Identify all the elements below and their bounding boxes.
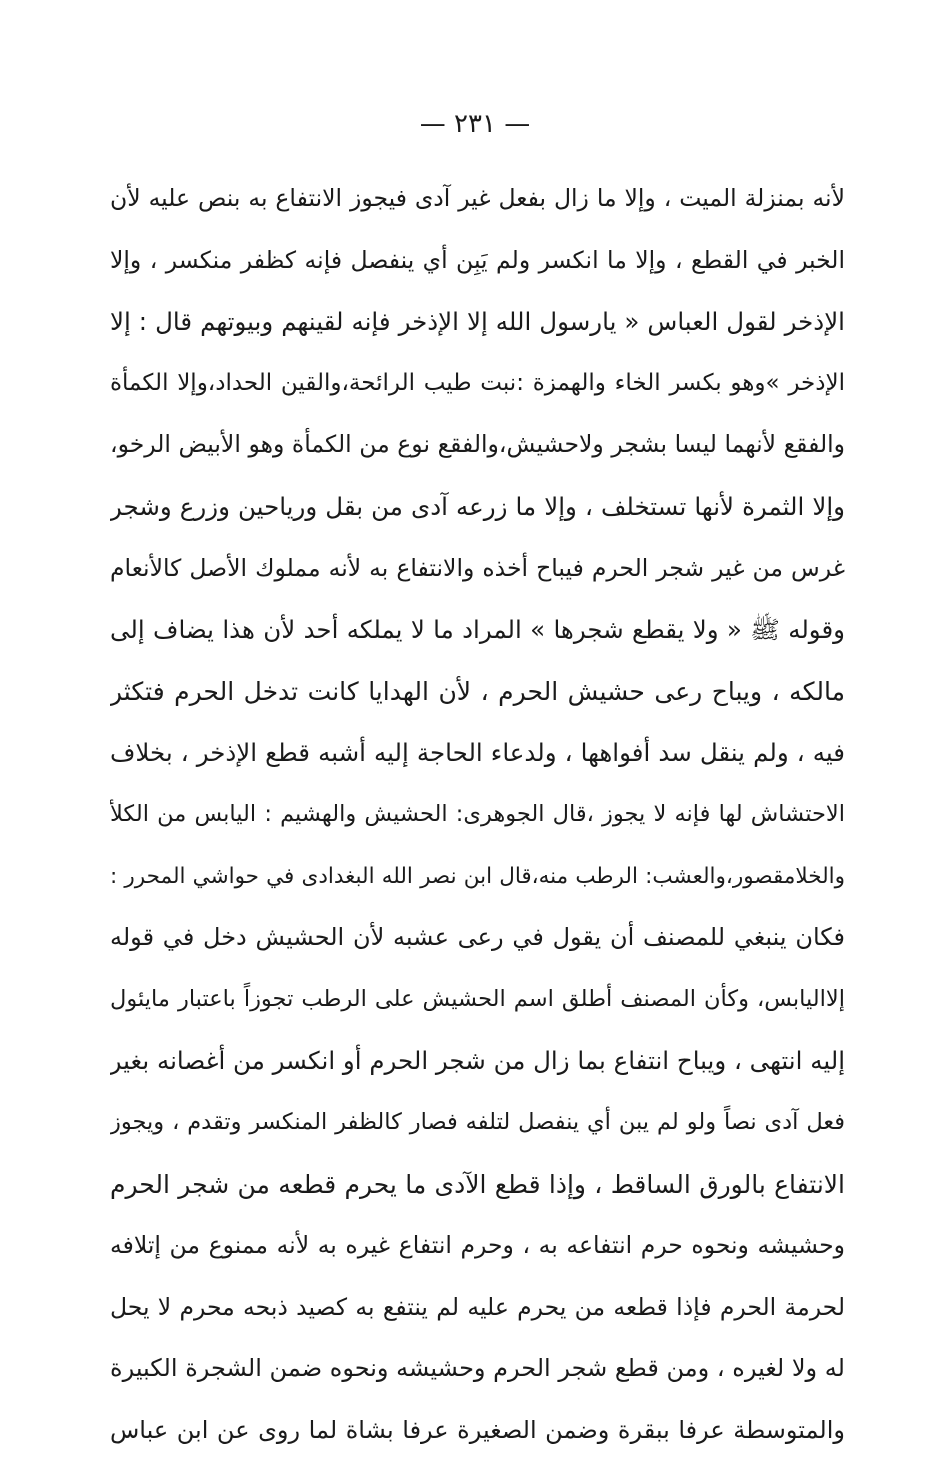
page-number: — ٢٣١ — — [419, 109, 531, 139]
text-line-2: الخبر في القطع ، وإلا ما انكسر ولم يَبِن أي ينفصل فإنه كظفر منكسر ، وإلا — [110, 245, 845, 274]
text-line-11: الاحتشاش لها فإنه لا يجوز ،قال الجوهرى: الحشيش والهشيم : اليابس من الكلأ — [110, 800, 845, 827]
text-line-20: له ولا لغيره ، ومن قطع شجر الحرم وحشيشه ونحوه ضمن الشجرة الكبيرة — [110, 1354, 845, 1383]
text-line-6: وإلا الثمرة لأنها تستخلف ، وإلا ما زرعه آدى من بقل ورياحين وزرع وشجر — [110, 491, 845, 521]
text-line-10: فيه ، ولم ينقل سد أفواهها ، ولدعاء الحاجة إليه أشبه قطع الإذخر ، بخلاف — [110, 738, 845, 768]
text-line-21: والمتوسطة عرفا ببقرة وضمن الصغيرة عرفا بشاة لما روى عن ابن عباس — [110, 1415, 845, 1444]
text-line-9: مالكه ، ويباح رعى حشيش الحرم ، لأن الهدايا كانت تدخل الحرم فتكثر — [110, 676, 845, 706]
text-line-18: وحشيشه ونحوه حرم انتفاعه به ، وحرم انتفاع غيره به لأنه ممنوع من إتلافه — [110, 1231, 845, 1260]
text-line-19: لحرمة الحرم فإذا قطعه من يحرم عليه لم ينتفع به كصيد ذبحه محرم لا يحل — [110, 1292, 845, 1321]
text-line-8: وقوله ﷺ « ولا يقطع شجرها » المراد ما لا يملكه أحد لأن هذا يضاف إلى — [110, 615, 845, 645]
text-line-14: إلااليابس، وكأن المصنف أطلق اسم الحشيش على الرطب تجوزاً باعتبار مايئول — [110, 985, 845, 1012]
body-text — [110, 168, 845, 1461]
text-line-1: لأنه بمنزلة الميت ، وإلا ما زال بفعل غير آدى فيجوز الانتفاع به بنص عليه لأن — [110, 184, 845, 212]
text-line-17: الانتفاع بالورق الساقط ، وإذا قطع الآدى ما يحرم قطعه من شجر الحرم — [110, 1169, 845, 1199]
text-line-5: والفقع لأنهما ليسا بشجر ولاحشيش،والفقع نوع من الكمأة وهو الأبيض الرخو، — [110, 430, 845, 459]
text-line-12: والخلامقصور،والعشب: الرطب منه،قال ابن نصر الله البغدادى في حواشي المحرر : — [110, 863, 845, 889]
text-line-7: غرس من غير شجر الحرم فيباح أخذه والانتفاع به لأنه مملوك الأصل كالأنعام — [110, 553, 845, 582]
text-line-4: الإذخر »وهو بكسر الخاء والهمزة :نبت طيب الرائحة،والقين الحداد،وإلا الكمأة — [110, 369, 845, 396]
text-line-15: إليه انتهى ، ويباح انتفاع بما زال من شجر الحرم أو انكسر من أغصانه بغير — [110, 1046, 845, 1076]
text-line-3: الإذخر لقول العباس « يارسول الله إلا الإذخر فإنه لقينهم وبيوتهم قال : إلا — [110, 307, 845, 337]
text-line-13: فكان ينبغي للمصنف أن يقول في رعى عشبه لأن الحشيش دخل في قوله — [110, 923, 845, 952]
text-line-16: فعل آدى نصاً ولو لم يبن أي ينفصل لتلفه فصار كالظفر المنكسر وتقدم ، ويجوز — [110, 1108, 845, 1135]
